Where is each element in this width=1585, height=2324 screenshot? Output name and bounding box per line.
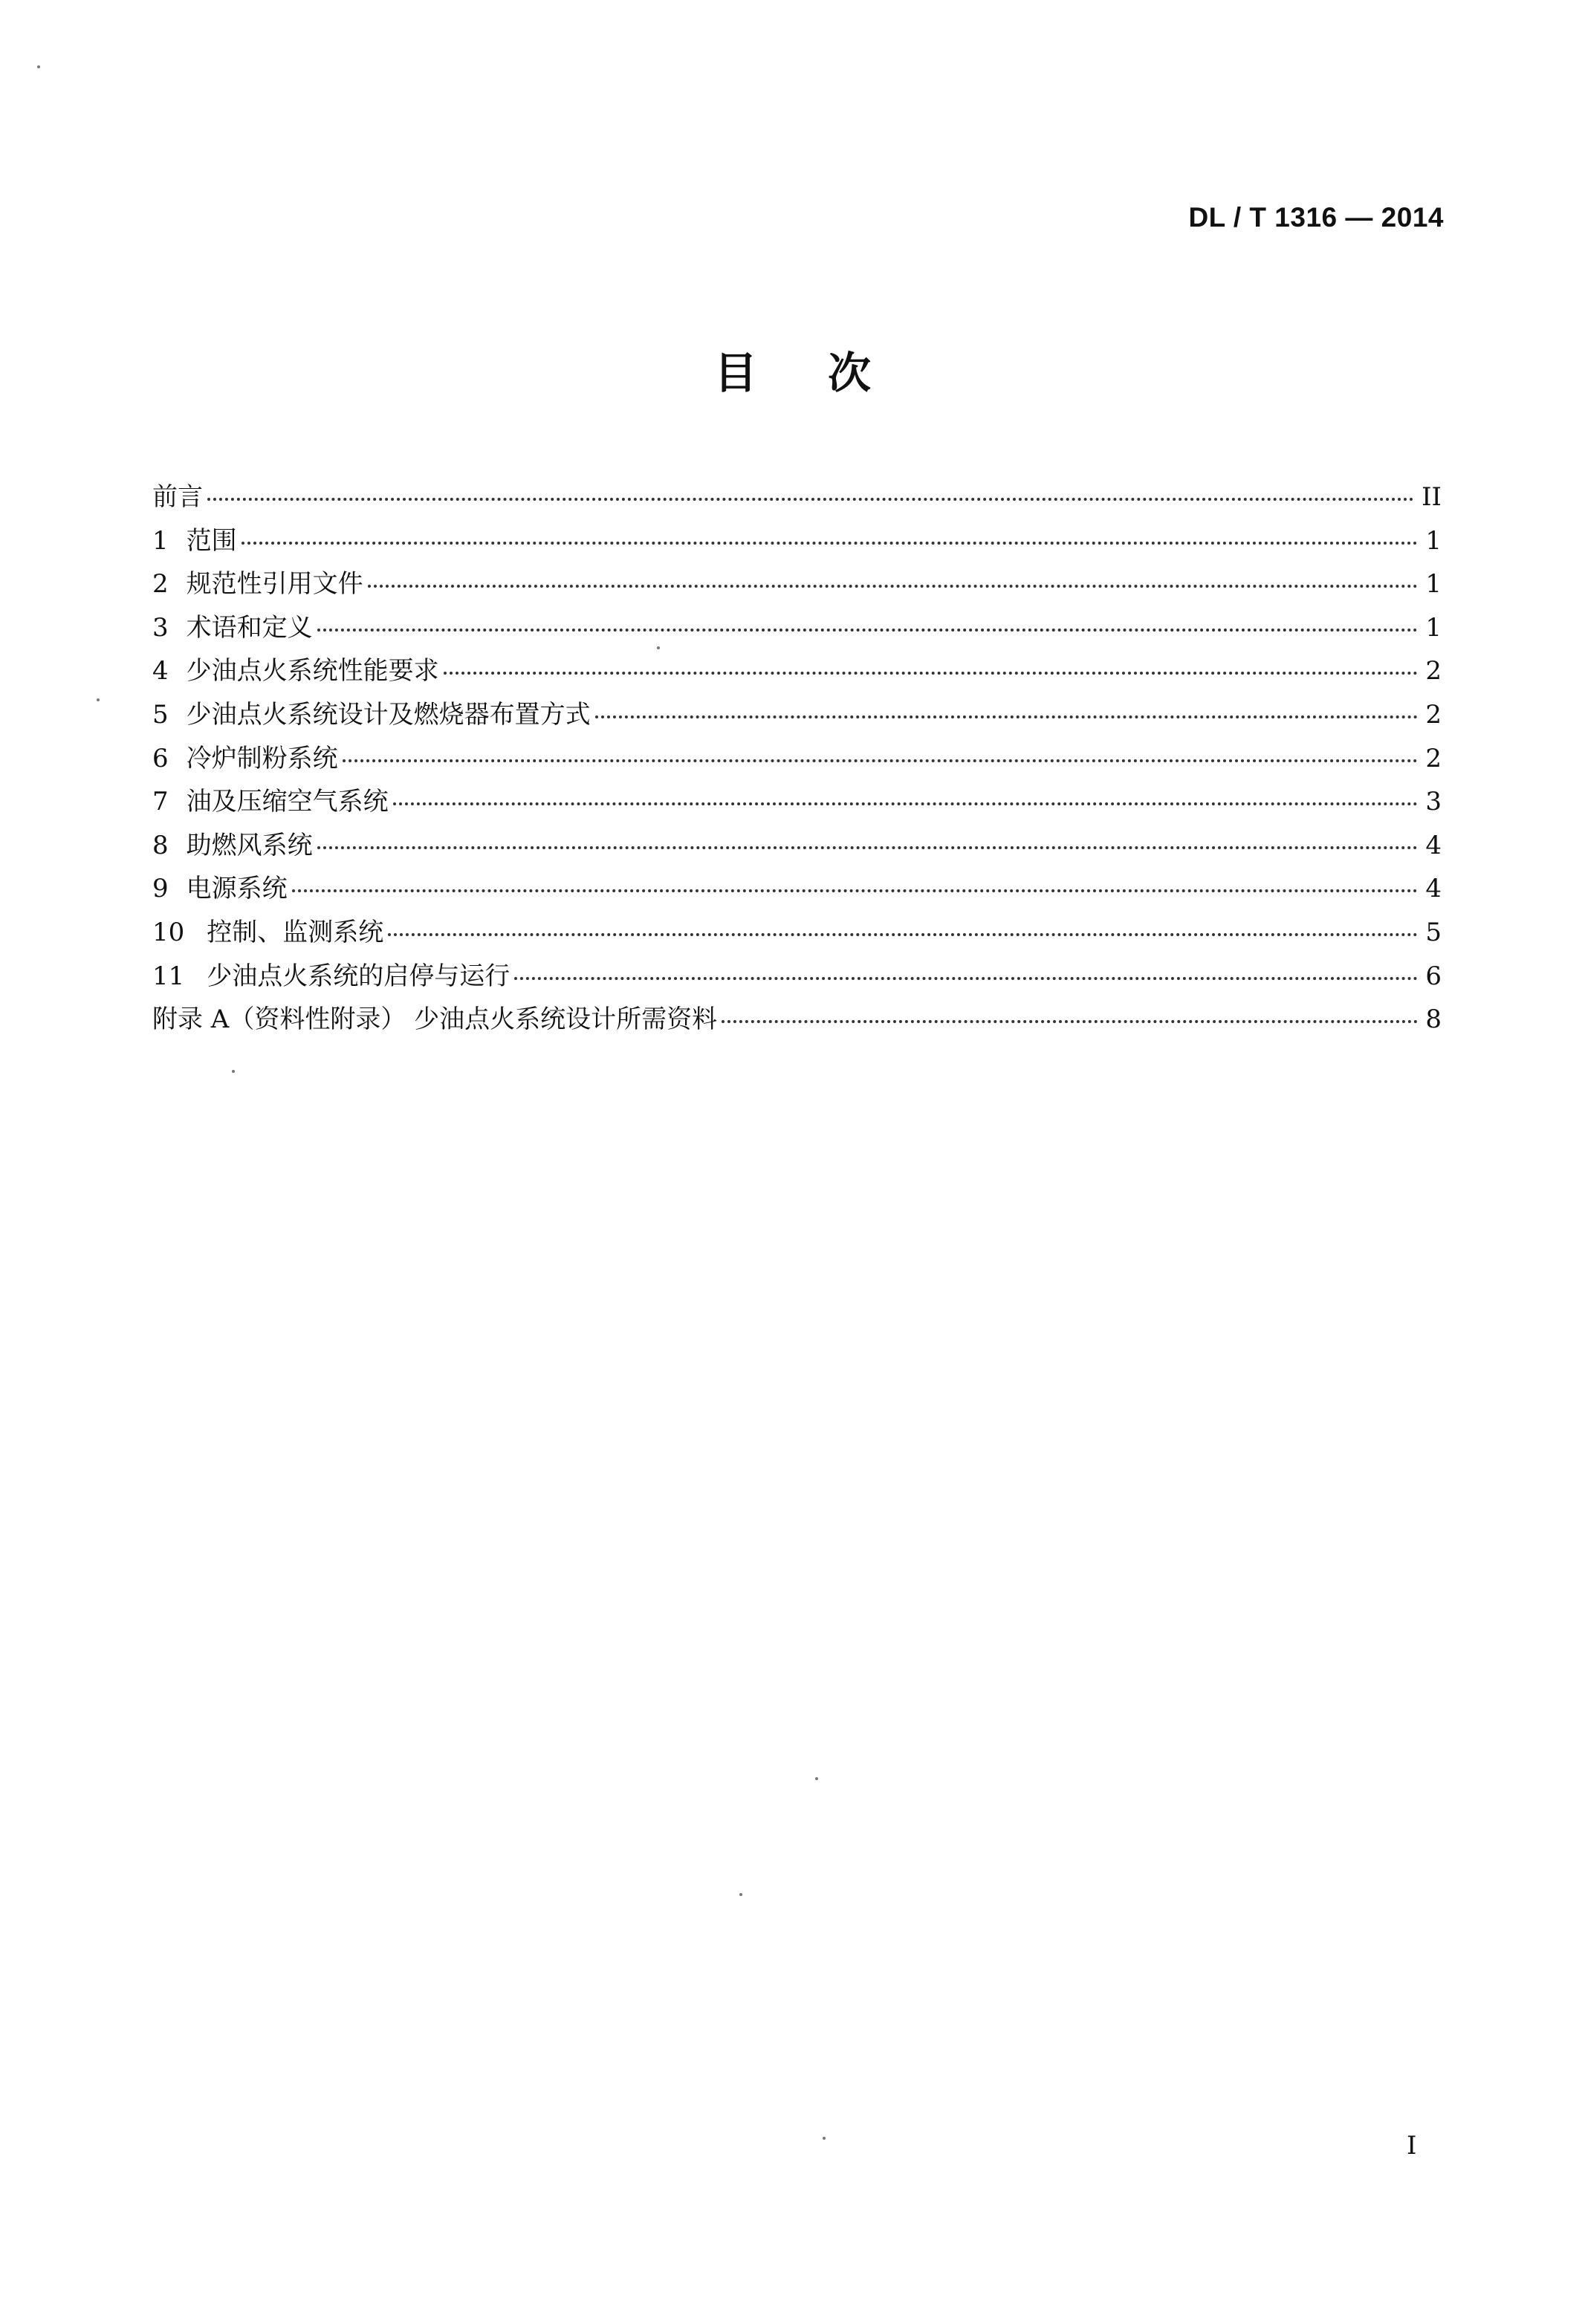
toc-entry-page: 1 <box>1425 525 1442 556</box>
toc-entry-label: 范围 <box>186 525 237 556</box>
toc-entry-page: 2 <box>1425 656 1442 687</box>
toc-entry-3[interactable] <box>152 606 1442 650</box>
document-code: DL / T 1316 — 2014 <box>1188 202 1444 233</box>
toc-leader-dots <box>722 1020 1418 1023</box>
toc-leader-dots <box>242 542 1419 545</box>
toc-entry-11[interactable] <box>152 955 1442 999</box>
toc-entry-label: 少油点火系统性能要求 <box>186 656 439 687</box>
toc-entry-page: 4 <box>1425 874 1442 904</box>
toc-entry-page: 2 <box>1425 699 1442 730</box>
toc-entry-10[interactable] <box>152 911 1442 955</box>
toc-entry-page: 1 <box>1425 612 1442 643</box>
toc-leader-dots <box>317 629 1419 632</box>
toc-entry-4[interactable] <box>152 649 1442 693</box>
toc-leader-dots <box>292 889 1419 892</box>
toc-leader-dots <box>317 846 1419 849</box>
toc-entry-number: 10 <box>152 917 185 947</box>
toc-list <box>152 475 1442 1042</box>
toc-entry-5[interactable] <box>152 693 1442 737</box>
toc-leader-dots <box>388 933 1418 936</box>
toc-entry-page: 3 <box>1425 787 1442 817</box>
toc-entry-appendix-a[interactable] <box>152 998 1442 1042</box>
scan-speck <box>657 646 660 649</box>
toc-entry-label: 术语和定义 <box>186 612 313 643</box>
toc-entry-number: 9 <box>152 874 169 904</box>
toc-entry-1[interactable] <box>152 519 1442 563</box>
toc-leader-dots <box>393 802 1419 805</box>
toc-title: 目次 <box>713 348 941 398</box>
toc-entry-2[interactable] <box>152 562 1442 606</box>
toc-entry-page: 6 <box>1425 961 1442 991</box>
toc-entry-8[interactable] <box>152 824 1442 868</box>
toc-leader-dots <box>207 498 1414 501</box>
scan-speck <box>97 698 100 701</box>
toc-leader-dots <box>368 585 1419 588</box>
scan-speck <box>37 65 40 68</box>
toc-entry-foreword[interactable] <box>152 475 1442 519</box>
scan-speck <box>739 1893 742 1896</box>
toc-entry-number: 5 <box>152 699 169 730</box>
toc-entry-label: 油及压缩空气系统 <box>186 787 389 817</box>
scan-speck <box>815 1777 818 1780</box>
toc-entry-page: 2 <box>1425 743 1442 773</box>
toc-leader-dots <box>595 715 1419 718</box>
toc-leader-dots <box>343 759 1419 762</box>
toc-entry-label: 电源系统 <box>186 874 288 904</box>
toc-entry-page: 4 <box>1425 830 1442 860</box>
toc-entry-7[interactable] <box>152 780 1442 824</box>
scan-speck <box>823 2137 826 2140</box>
toc-entry-6[interactable] <box>152 737 1442 781</box>
toc-entry-number: 2 <box>152 569 169 600</box>
toc-entry-number: 6 <box>152 743 169 773</box>
toc-entry-page: 8 <box>1425 1004 1442 1035</box>
scan-speck <box>232 1070 235 1073</box>
toc-entry-number: 7 <box>152 787 169 817</box>
toc-entry-label: 助燃风系统 <box>186 830 313 860</box>
toc-entry-label: 附录 A（资料性附录） 少油点火系统设计所需资料 <box>152 1004 718 1035</box>
page-number: I <box>1407 2131 1417 2161</box>
toc-leader-dots <box>444 672 1419 675</box>
toc-entry-number: 11 <box>152 961 185 991</box>
toc-entry-number: 4 <box>152 656 169 687</box>
toc-entry-page: 1 <box>1425 569 1442 600</box>
toc-entry-number: 8 <box>152 830 169 860</box>
toc-entry-label: 前言 <box>152 482 203 512</box>
toc-entry-label: 少油点火系统设计及燃烧器布置方式 <box>186 699 591 730</box>
toc-entry-label: 少油点火系统的启停与运行 <box>207 961 510 991</box>
toc-entry-label: 规范性引用文件 <box>186 569 363 600</box>
toc-entry-page: 5 <box>1425 917 1442 947</box>
toc-leader-dots <box>514 977 1418 980</box>
toc-entry-9[interactable] <box>152 867 1442 911</box>
toc-entry-number: 1 <box>152 525 169 556</box>
toc-entry-number: 3 <box>152 612 169 643</box>
toc-entry-page: II <box>1422 482 1442 512</box>
toc-entry-label: 控制、监测系统 <box>207 917 384 947</box>
toc-entry-label: 冷炉制粉系统 <box>186 743 338 773</box>
